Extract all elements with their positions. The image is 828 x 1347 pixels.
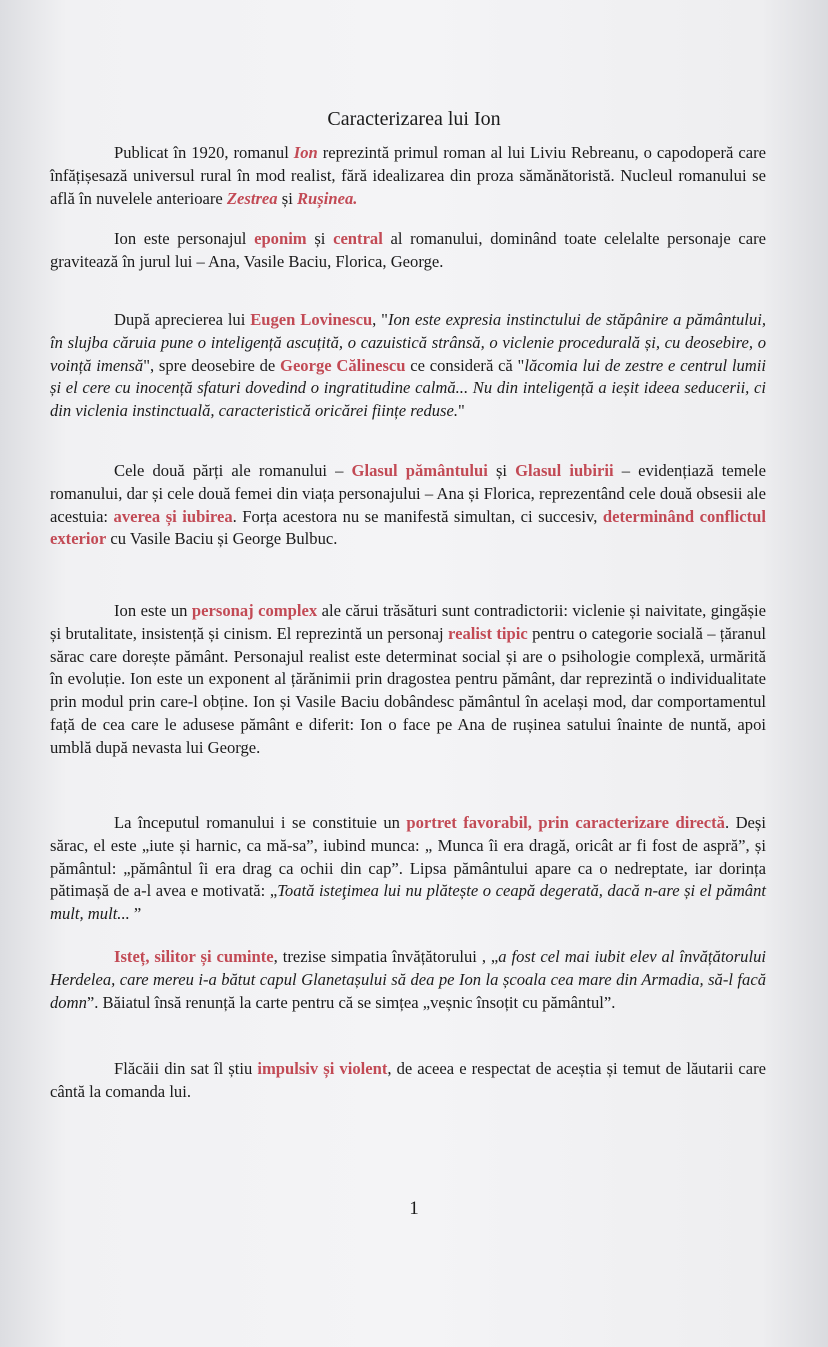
paragraph-text bbox=[50, 228, 766, 274]
highlighted-term: Glasul iubirii bbox=[515, 461, 614, 480]
highlighted-term: Ion bbox=[293, 143, 318, 162]
highlighted-term: Eugen Lovinescu bbox=[250, 310, 373, 329]
text-run: După aprecierea lui bbox=[114, 310, 251, 329]
highlighted-term: Zestrea bbox=[226, 188, 278, 208]
highlighted-term: Isteț, silitor și cuminte bbox=[114, 947, 274, 966]
highlighted-term: impulsiv și violent bbox=[257, 1059, 388, 1078]
text-run: Publicat în 1920, romanul bbox=[114, 143, 294, 162]
text-run: și bbox=[487, 461, 516, 480]
paragraph-text bbox=[50, 460, 766, 551]
paragraph-village bbox=[50, 1058, 766, 1104]
paragraph-critics bbox=[50, 309, 766, 423]
highlighted-term: averea și iubirea bbox=[113, 506, 233, 526]
text-run: pentru o categorie socială – țăranul sărac care dorește pământ. Personajul realist este determinat social și are o psihologie complexă, urmărită în evoluție. Ion este un exponent al țărănimii prin dragostea pentru pământ, dar reprezintă o individualitate prin modul prin care-l obține. Ion și Vasile Baciu dobândesc pământul în același mod, dar comportamentul față de cea care le adusese pământ e diferit: Ion o face pe Ana de rușinea satului înainte de nuntă, apoi umblă după nevasta lui George. bbox=[50, 623, 767, 757]
paragraph-structure bbox=[50, 460, 766, 551]
paragraph-portrait bbox=[50, 812, 766, 926]
text-run: . Forța acestora nu se manifestă simultan, ci succesiv, bbox=[232, 506, 603, 526]
text-run: , " bbox=[372, 310, 388, 329]
text-run: ”. Băiatul însă renunță la carte pentru că se simțea „veșnic însoțit cu pământul”. bbox=[86, 992, 616, 1012]
text-run: Cele două părți ale romanului – bbox=[114, 461, 352, 480]
text-run: . Deși sărac, el este „iute și harnic, ca mă-sa”, iubind munca: „ Munca îi era dragă, oricât ar fi fost de aspră”, și pământul: „pământul îi era drag ca ochii din cap”. Lipsa pământului apare ca o nedreptate, iar dorința pătimașă de a-l avea e motivată: „ bbox=[50, 813, 766, 901]
highlighted-term: Glasul pământului bbox=[351, 461, 488, 480]
text-run: Ion este un bbox=[114, 601, 192, 620]
paragraph-intro bbox=[50, 142, 766, 210]
text-run: ", spre deosebire de bbox=[143, 355, 281, 375]
text-run: ce consideră că " bbox=[405, 355, 525, 375]
text-run: cu Vasile Baciu și George Bulbuc. bbox=[106, 529, 338, 549]
text-run: , de aceea e respectat de aceștia și temut de lăutarii care cântă la comanda lui. bbox=[50, 1059, 767, 1101]
paragraph-text bbox=[50, 1058, 766, 1104]
highlighted-term: George Călinescu bbox=[280, 355, 406, 375]
paragraph-complex bbox=[50, 600, 766, 760]
highlighted-term: eponim bbox=[254, 229, 307, 248]
text-run: și bbox=[306, 229, 334, 248]
text-run: La începutul romanului i se constituie un bbox=[114, 813, 407, 832]
text-run: al romanului, dominând toate celelalte personaje care gravitează în jurul lui – Ana, Vasile Baciu, Florica, George. bbox=[50, 229, 766, 271]
text-run: Ion este personajul bbox=[114, 229, 255, 248]
highlighted-term: Ion este expresia instinctului de stăpânire a pământului, în slujba căruia pune o inteligență ascuțită, o cazuistică strânsă, o viclenie procedurală și, cu deosebire, o voință imensă bbox=[50, 310, 766, 375]
text-run: ale cărui trăsături sunt contradictorii: viclenie și naivitate, gingășie și brutalitate, insistență și cinism. El reprezintă un personaj bbox=[50, 601, 766, 643]
text-run: Flăcăii din sat îl știu bbox=[114, 1059, 258, 1078]
highlighted-term: Toată isteţimea lui nu plătește o ceapă degerată, dacă n-are și el pământ mult, mult... bbox=[50, 881, 767, 924]
page-number: 1 bbox=[409, 1198, 419, 1219]
paragraph-eponim bbox=[50, 228, 766, 274]
highlighted-term: determinând conflictul exterior bbox=[50, 506, 766, 549]
paragraph-text bbox=[50, 142, 766, 210]
text-run: reprezintă primul roman al lui Liviu Rebreanu, o capodoperă care înfățișesază universul rural în mod realist, fără idealizarea din proza sămănătoristă. Nucleul romanului se află în nuvelele anterioare bbox=[50, 143, 766, 208]
text-run: " bbox=[458, 401, 465, 421]
highlighted-term: personaj complex bbox=[191, 601, 318, 620]
paragraph-text bbox=[50, 600, 766, 760]
text-run: și bbox=[277, 188, 297, 208]
text-run: , trezise simpatia învățătorului , „ bbox=[273, 947, 499, 966]
highlighted-term: Rușinea. bbox=[296, 188, 358, 208]
highlighted-term: a fost cel mai iubit elev al învățătorului Herdelea, care mereu i-a bătut capul Glanetașului să dea pe Ion la școala cea mare din Armadia, să-l facă domn bbox=[50, 947, 766, 1012]
text-run: ” bbox=[129, 904, 142, 924]
highlighted-term: lăcomia lui de zestre e centrul lumii și el cere cu inocență sfaturi dovedind o ingratitudine calmă... Nu din inteligență a ieșit ideea seducerii, ci din viclenia instinctuală, caracteristică oricărei ființe reduse. bbox=[50, 355, 767, 421]
highlighted-term: portret favorabil, prin caracterizare directă bbox=[406, 813, 725, 832]
paragraph-school bbox=[50, 946, 766, 1014]
highlighted-term: realist tipic bbox=[448, 623, 528, 643]
page-title: Caracterizarea lui Ion bbox=[327, 108, 501, 130]
text-run: – evidențiază temele romanului, dar și cele două femei din viața personajului – Ana și Florica, reprezentând cele două obsesii ale acestuia: bbox=[50, 461, 766, 526]
paragraph-text bbox=[50, 946, 766, 1014]
paragraph-text bbox=[50, 309, 766, 423]
paragraph-text bbox=[50, 812, 766, 926]
highlighted-term: central bbox=[333, 229, 383, 248]
